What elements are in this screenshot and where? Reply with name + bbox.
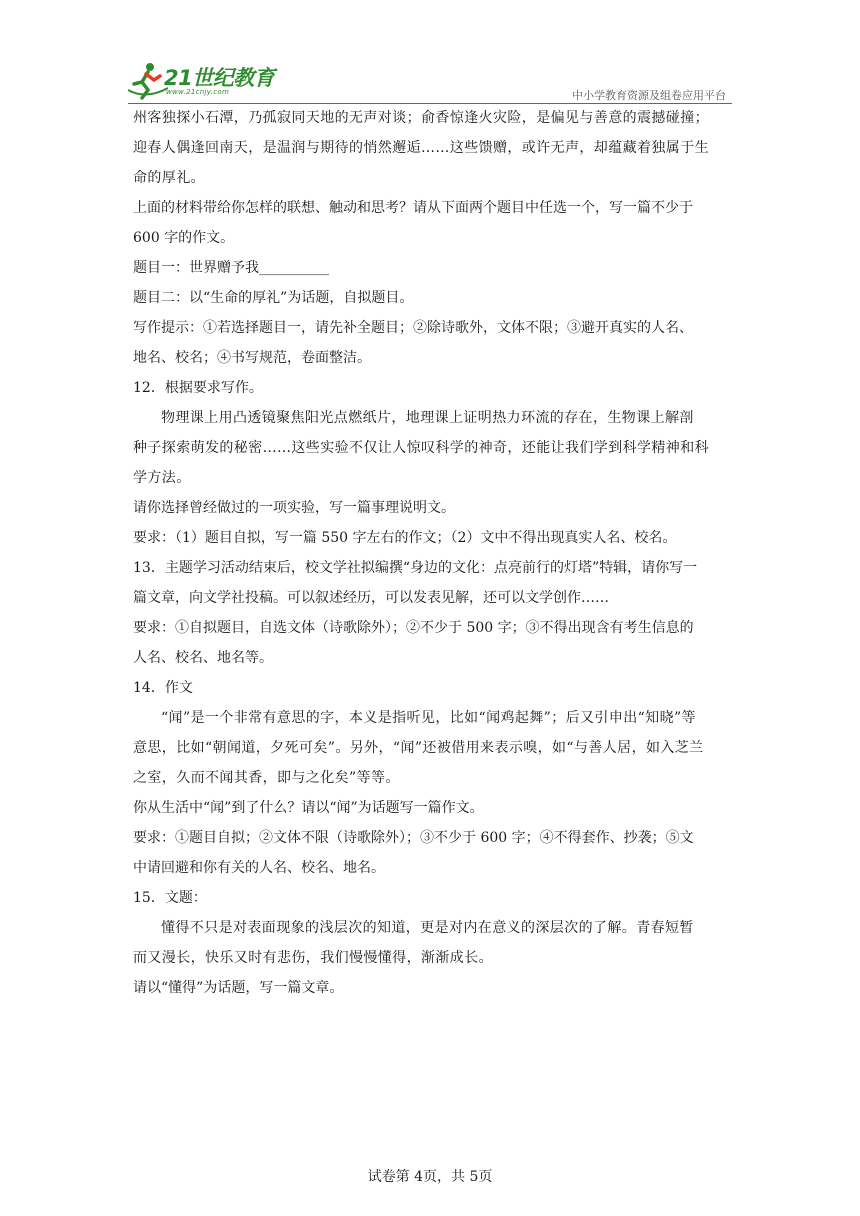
q14-requirement: 要求：①题目自拟；②文体不限（诗歌除外）；③不少于 600 字；④不得套作、抄袭；⑤文 [133,830,694,846]
q13-requirement: 要求：①自拟题目，自选文体（诗歌除外）；②不少于 500 字；③不得出现含有考生信息的 [133,620,694,636]
q14-material: 之室，久而不闻其香，即与之化矣”等等。 [133,770,400,786]
q14-task: 你从生活中“闻”到了什么？请以“闻”为话题写一篇作文。 [133,800,484,816]
material-line: 命的厚礼。 [133,170,205,186]
q15-task: 请以“懂得”为话题，写一篇文章。 [133,980,344,996]
q11-tips: 写作提示：①若选择题目一，请先补全题目；②除诗歌外，文体不限；③避开真实的人名、 [133,320,693,336]
q12-material: 物理课上用凸透镜聚焦阳光点燃纸片，地理课上证明热力环流的存在，生物课上解剖 [161,410,694,426]
q11-prompt: 600 字的作文。 [133,230,235,246]
logo-url: www.21cnjy.com [166,88,230,96]
runner-icon [128,60,168,100]
exam-content [133,106,733,1001]
material-line: 州客独探小石潭，乃孤寂同天地的无声对谈；俞香惊逢火灾险，是偏见与善意的震撼碰撞； [133,110,709,126]
q14-heading: 14．作文 [133,680,193,696]
q14-material: 意思，比如“朝闻道，夕死可矣”。另外，“闻”还被借用来表示嗅，如“与善人居，如入芝兰 [133,740,704,756]
q15-material: 而又漫长，快乐又时有悲伤，我们慢慢懂得，渐渐成长。 [133,950,493,966]
q13-prompt: 13．主题学习活动结束后，校文学社拟编撰“身边的文化：点亮前行的灯塔”特辑，请你写一 [133,560,698,576]
q11-title-one: 题目一：世界赠予我__________ [133,260,329,276]
logo-text: 21世纪教育 [164,66,275,90]
q11-tips: 地名、校名；④书写规范，卷面整洁。 [133,350,371,366]
q12-requirement: 要求：（1）题目自拟，写一篇 550 字左右的作文；（2）文中不得出现真实人名、校名。 [133,530,677,546]
logo [128,60,288,100]
q15-material: 懂得不只是对表面现象的浅层次的知道，更是对内在意义的深层次的了解。青春短暂 [161,920,694,936]
q14-material: “闻”是一个非常有意思的字，本义是指听见，比如“闻鸡起舞”；后又引申出“知晓”等 [161,710,696,726]
page-footer: 试卷第 4页，共 5页 [367,1169,493,1185]
q15-heading: 15．文题： [133,890,207,906]
platform-name: 中小学教育资源及组卷应用平台 [572,89,726,102]
page-header [128,60,732,104]
q11-prompt: 上面的材料带给你怎样的联想、触动和思考？请从下面两个题目中任选一个，写一篇不少于 [133,200,693,216]
q14-requirement: 中请回避和你有关的人名、校名、地名。 [133,860,385,876]
q11-title-two: 题目二：以“生命的厚礼”为话题，自拟题目。 [133,290,414,306]
q12-heading: 12．根据要求写作。 [133,380,263,396]
header-divider [128,103,732,104]
q13-requirement: 人名、校名、地名等。 [133,650,273,666]
material-line: 迎春人偶逢回南天，是温润与期待的悄然邂逅……这些馈赠，或许无声，却蕴藏着独属于生 [133,140,709,156]
q12-task: 请你选择曾经做过的一项实验，写一篇事理说明文。 [133,500,455,516]
q12-material: 种子探索萌发的秘密……这些实验不仅让人惊叹科学的神奇，还能让我们学到科学精神和科 [133,440,709,456]
q13-prompt: 篇文章，向文学社投稿。可以叙述经历，可以发表见解，还可以文学创作…… [133,590,609,606]
q12-material: 学方法。 [133,470,191,486]
